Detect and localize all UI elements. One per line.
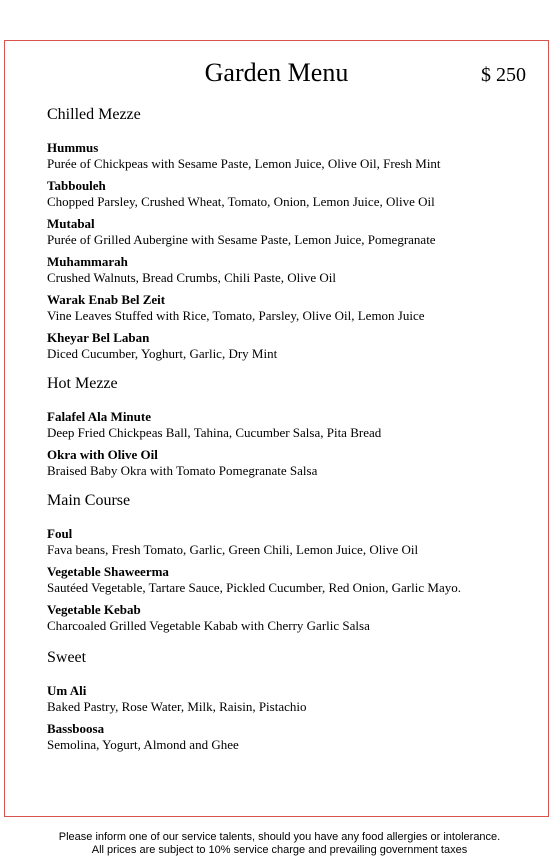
section-hot-mezze bbox=[47, 374, 538, 479]
menu-item bbox=[47, 178, 538, 210]
item-name: Um Ali bbox=[47, 683, 87, 698]
menu-item bbox=[47, 292, 538, 324]
menu-sections bbox=[47, 105, 538, 765]
section-items bbox=[47, 409, 538, 479]
item-description: Crushed Walnuts, Bread Crumbs, Chili Paste, Olive Oil bbox=[47, 270, 337, 285]
menu-item bbox=[47, 140, 538, 172]
item-name: Bassboosa bbox=[47, 721, 105, 736]
item-description: Chopped Parsley, Crushed Wheat, Tomato, Onion, Lemon Juice, Olive Oil bbox=[47, 194, 435, 209]
footer-note bbox=[0, 831, 559, 857]
item-name: Hummus bbox=[47, 140, 99, 155]
section-heading: Hot Mezze bbox=[47, 375, 118, 392]
item-name: Vegetable Shaweerma bbox=[47, 564, 169, 579]
menu-item bbox=[47, 721, 538, 753]
menu-item bbox=[47, 216, 538, 248]
item-description: Purée of Chickpeas with Sesame Paste, Lemon Juice, Olive Oil, Fresh Mint bbox=[47, 156, 441, 171]
item-description: Vine Leaves Stuffed with Rice, Tomato, Parsley, Olive Oil, Lemon Juice bbox=[47, 308, 425, 323]
menu-price: $ 250 bbox=[481, 64, 526, 86]
item-name: Falafel Ala Minute bbox=[47, 409, 151, 424]
menu-item bbox=[47, 330, 538, 362]
section-heading: Main Course bbox=[47, 492, 131, 509]
item-name: Foul bbox=[47, 526, 73, 541]
menu-item bbox=[47, 526, 538, 558]
item-name: Vegetable Kebab bbox=[47, 602, 141, 617]
section-chilled-mezze bbox=[47, 105, 538, 362]
item-description: Charcoaled Grilled Vegetable Kabab with Cherry Garlic Salsa bbox=[47, 618, 370, 633]
section-items bbox=[47, 526, 538, 634]
menu-item bbox=[47, 409, 538, 441]
menu-title: Garden Menu bbox=[204, 58, 349, 87]
item-description: Diced Cucumber, Yoghurt, Garlic, Dry Mint bbox=[47, 346, 278, 361]
item-name: Okra with Olive Oil bbox=[47, 447, 158, 462]
item-description: Deep Fried Chickpeas Ball, Tahina, Cucumber Salsa, Pita Bread bbox=[47, 425, 382, 440]
menu-item bbox=[47, 683, 538, 715]
item-description: Purée of Grilled Aubergine with Sesame Paste, Lemon Juice, Pomegranate bbox=[47, 232, 436, 247]
section-heading: Sweet bbox=[47, 649, 87, 666]
item-description: Baked Pastry, Rose Water, Milk, Raisin, Pistachio bbox=[47, 699, 307, 714]
section-items bbox=[47, 683, 538, 753]
item-description: Sautéed Vegetable, Tartare Sauce, Pickled Cucumber, Red Onion, Garlic Mayo. bbox=[47, 580, 461, 595]
item-name: Kheyar Bel Laban bbox=[47, 330, 150, 345]
section-main-course bbox=[47, 491, 538, 634]
item-name: Mutabal bbox=[47, 216, 95, 231]
menu-item bbox=[47, 602, 538, 634]
section-sweet bbox=[47, 648, 538, 753]
item-name: Warak Enab Bel Zeit bbox=[47, 292, 166, 307]
allergy-notice: Please inform one of our service talents, should you have any food allergies or intolerance. bbox=[58, 831, 501, 843]
menu-frame bbox=[4, 40, 549, 817]
item-name: Muhammarah bbox=[47, 254, 128, 269]
item-description: Braised Baby Okra with Tomato Pomegranate Salsa bbox=[47, 463, 318, 478]
menu-item bbox=[47, 254, 538, 286]
section-items bbox=[47, 140, 538, 362]
menu-item bbox=[47, 564, 538, 596]
section-heading: Chilled Mezze bbox=[47, 106, 141, 123]
item-description: Semolina, Yogurt, Almond and Ghee bbox=[47, 737, 239, 752]
item-description: Fava beans, Fresh Tomato, Garlic, Green Chili, Lemon Juice, Olive Oil bbox=[47, 542, 419, 557]
menu-item bbox=[47, 447, 538, 479]
item-name: Tabbouleh bbox=[47, 178, 106, 193]
service-charge-notice: All prices are subject to 10% service charge and prevailing government taxes bbox=[91, 844, 468, 856]
